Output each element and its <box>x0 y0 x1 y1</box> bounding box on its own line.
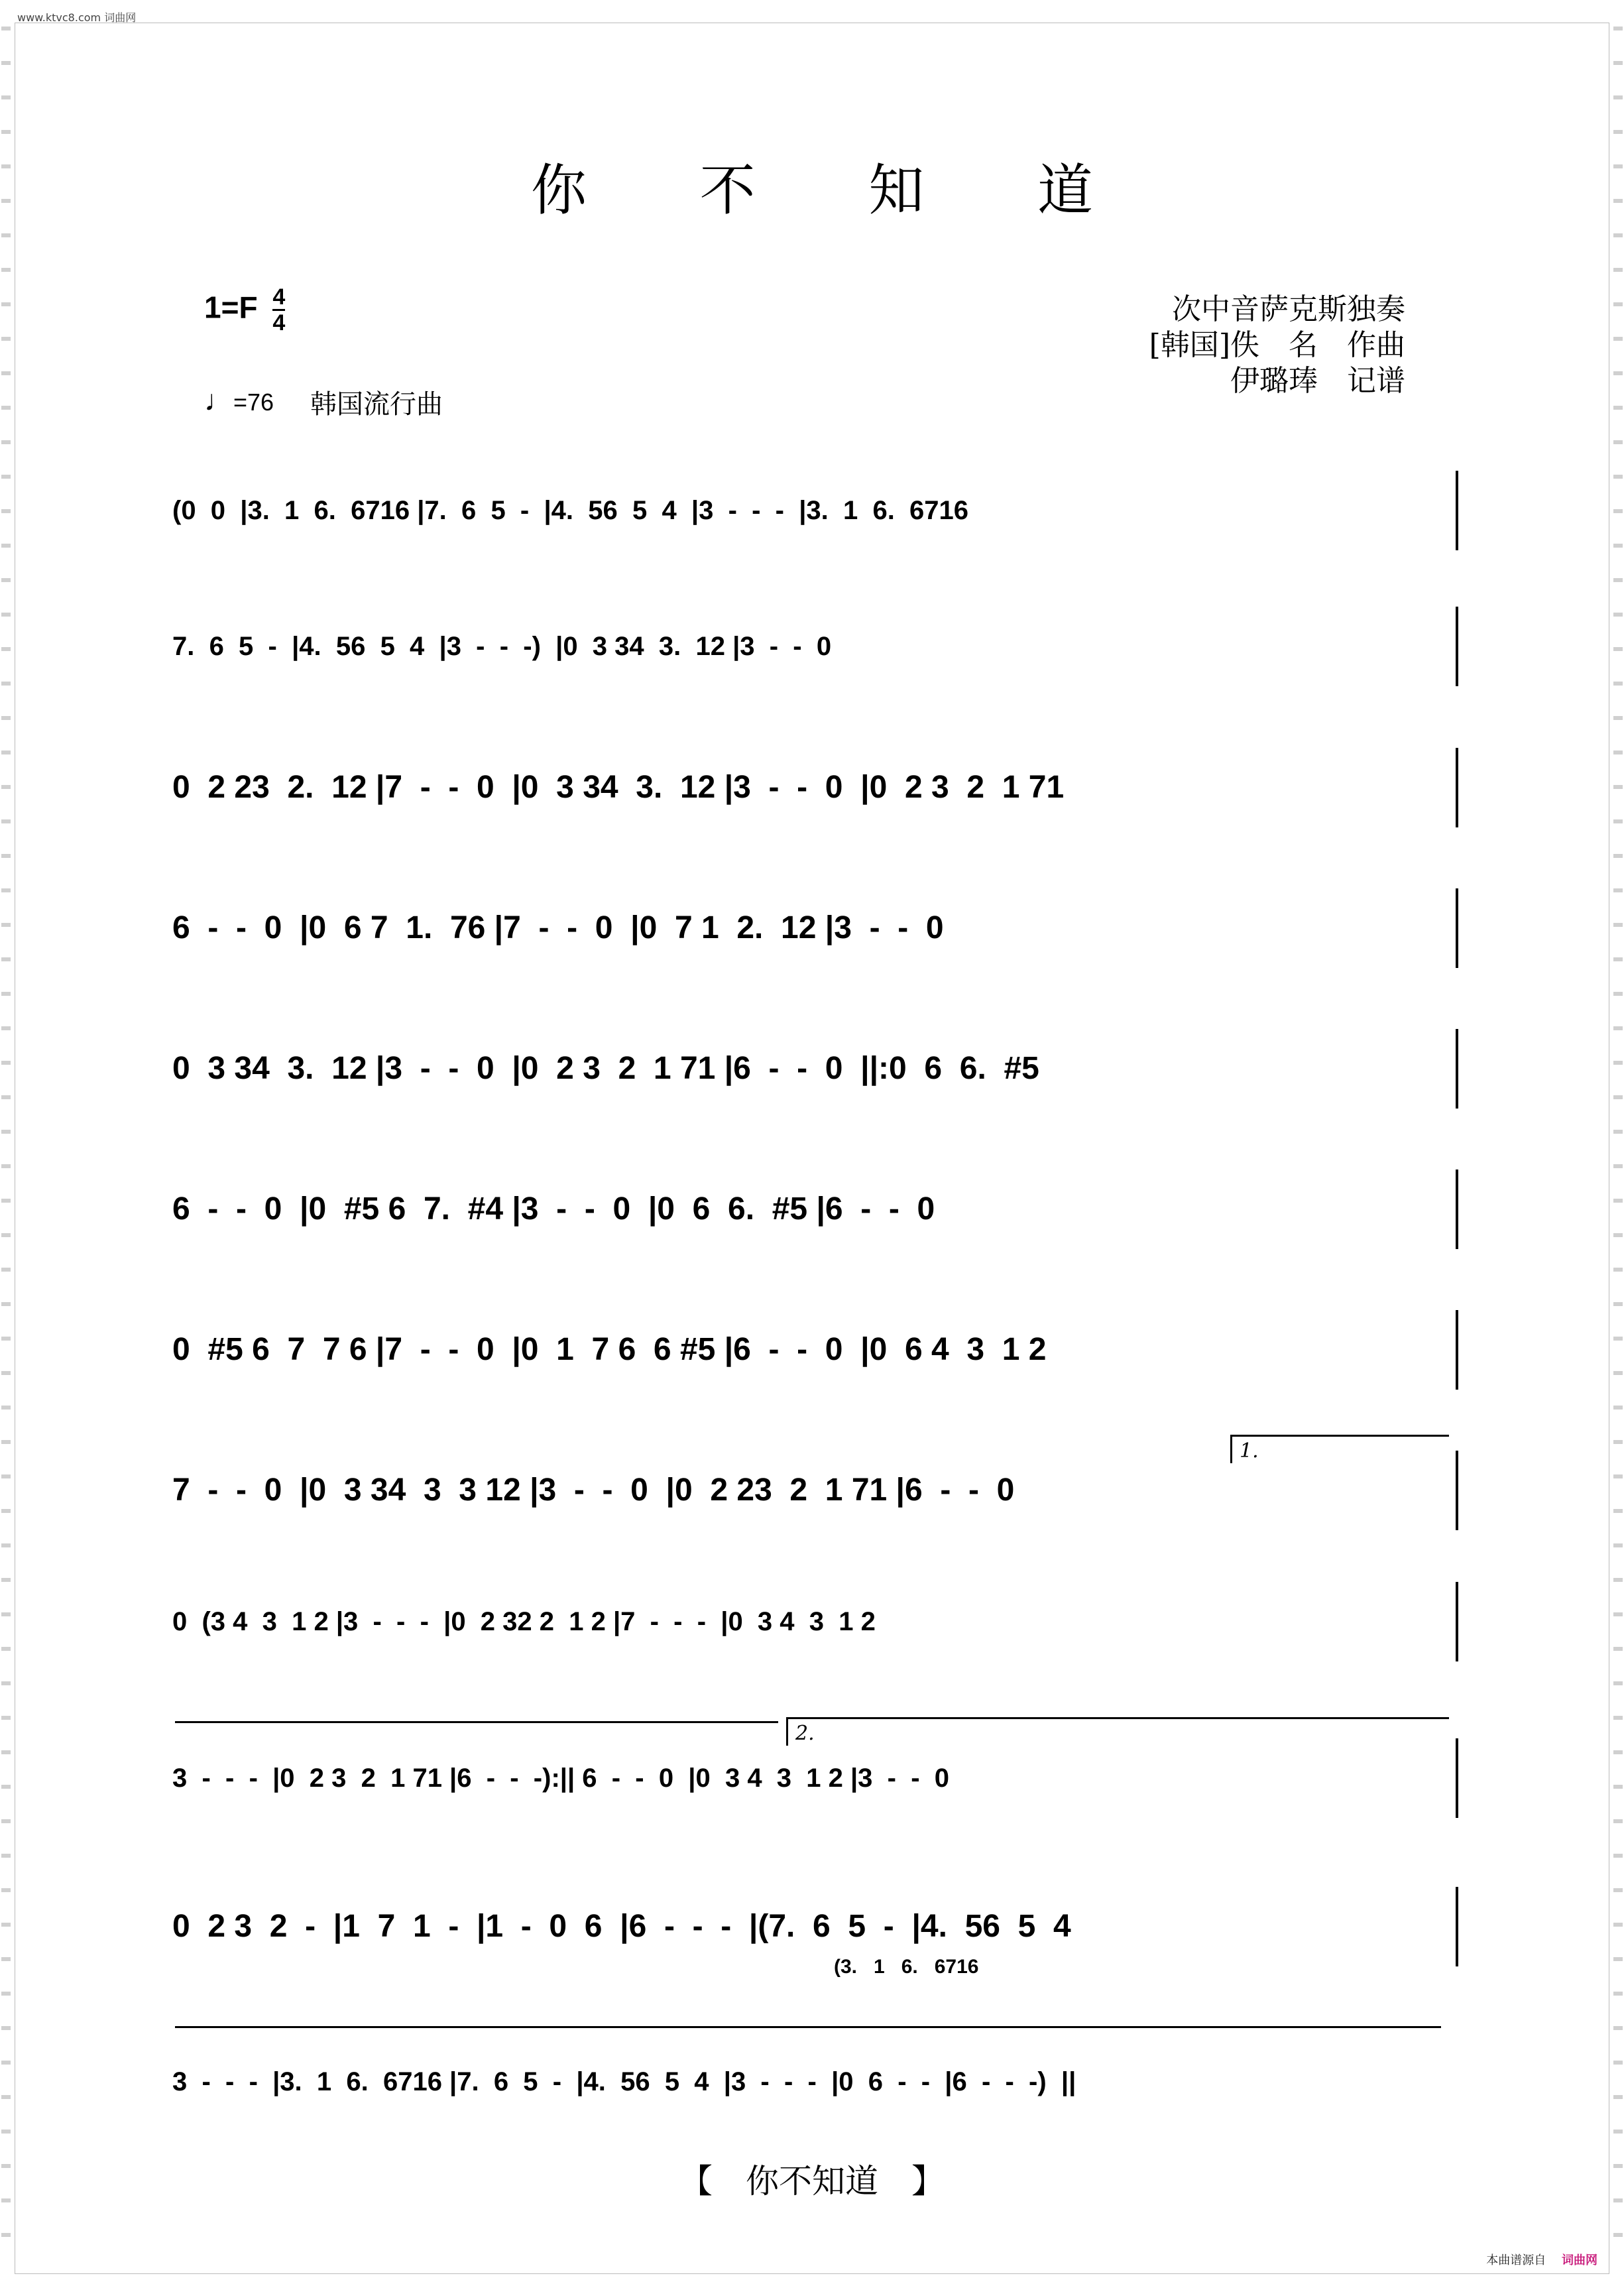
time-numerator: 4 <box>272 284 286 310</box>
key-signature <box>204 285 285 335</box>
tempo-value: =76 <box>233 389 274 416</box>
genre-label: 韩国流行曲 <box>310 389 443 420</box>
barline <box>1456 1029 1458 1109</box>
score-line-notes: 6 - - 0 |0 #5 6 7. #4 |3 - - 0 |0 6 6. #5 |6 - - 0 <box>172 1191 935 1227</box>
key-label: 1=F <box>204 290 258 325</box>
volta-1-label: 1. <box>1240 1439 1259 1463</box>
barline <box>1456 1582 1458 1661</box>
barline <box>1456 607 1458 686</box>
score-line-11 <box>172 1887 1458 1966</box>
score-line-7 <box>172 1310 1458 1390</box>
credit-transcriber: 伊璐琫 记谱 <box>1230 364 1405 398</box>
volta-2-label: 2. <box>795 1722 815 1745</box>
score-line-12 <box>172 2042 1458 2122</box>
score-line-notes: 7 - - 0 |0 3 34 3 3 12 |3 - - 0 |0 2 23 2 1 71 |6 - - 0 <box>172 1473 1015 1508</box>
score-line-notes: 0 2 23 2. 12 |7 - - 0 |0 3 34 3. 12 |3 - - 0 |0 2 3 2 1 71 <box>172 770 1065 805</box>
volta-1-continuation <box>175 1721 778 1723</box>
score-line-notes: 0 2 3 2 - |1 7 1 - |1 - 0 6 |6 - - - |(7. 6 5 - |4. 56 5 4 <box>172 1909 1071 1944</box>
barline <box>1456 1738 1458 1818</box>
credits <box>1149 292 1405 399</box>
site-url[interactable]: www.ktvc8.com 词曲网 <box>17 11 137 24</box>
barline <box>1456 1451 1458 1530</box>
score-line-3 <box>172 748 1458 827</box>
score-line-notes: 6 - - 0 |0 6 7 1. 76 |7 - - 0 |0 7 1 2. 12 |3 - - 0 <box>172 910 944 945</box>
score-line-4 <box>172 888 1458 968</box>
barline <box>1456 888 1458 968</box>
barline <box>1456 1887 1458 1966</box>
footer-site-name[interactable]: 词曲网 <box>1562 2254 1597 2267</box>
score-line-2 <box>172 607 1458 686</box>
left-watermark-strip <box>1 27 11 2267</box>
time-denominator: 4 <box>272 310 286 335</box>
score-line-10 <box>172 1738 1458 1818</box>
song-title: 你 不 知 道 <box>530 158 1141 223</box>
score-line-notes: 0 (3 4 3 1 2 |3 - - - |0 2 32 2 1 2 |7 - - - |0 3 4 3 1 2 <box>172 1607 876 1636</box>
volta-1-bracket <box>1230 1435 1449 1463</box>
barline <box>1456 748 1458 827</box>
score-line-notes: 0 3 34 3. 12 |3 - - 0 |0 2 3 2 1 71 |6 - - 0 ||:0 6 6. #5 <box>172 1051 1039 1086</box>
score-line-notes: 7. 6 5 - |4. 56 5 4 |3 - - -) |0 3 34 3. 12 |3 - - 0 <box>172 632 832 661</box>
score-line-notes: (0 0 |3. 1 6. 6716 |7. 6 5 - |4. 56 5 4 |3 - - - |3. 1 6. 6716 <box>172 496 969 525</box>
quarter-note-icon: ♩ <box>204 385 233 417</box>
footer-title: 【 你不知道 】 <box>679 2162 945 2200</box>
score-line-notes: 0 #5 6 7 7 6 |7 - - 0 |0 1 7 6 6 #5 |6 - - 0 |0 6 4 3 1 2 <box>172 1332 1047 1367</box>
score-line-9 <box>172 1582 1458 1661</box>
score-line-1 <box>172 471 1458 550</box>
credit-instrument: 次中音萨克斯独奏 <box>1172 292 1405 326</box>
footer-source-label: 本曲谱源自 <box>1486 2254 1546 2267</box>
score-line-6 <box>172 1170 1458 1249</box>
score-line-notes: 3 - - - |3. 1 6. 6716 |7. 6 5 - |4. 56 5 4 |3 - - - |0 6 - - |6 - - -) || <box>172 2067 1076 2096</box>
score-line-notes: 3 - - - |0 2 3 2 1 71 |6 - - -):|| 6 - - 0 |0 3 4 3 1 2 |3 - - 0 <box>172 1764 949 1793</box>
barline <box>1456 1170 1458 1249</box>
tempo-marking <box>204 385 274 418</box>
score-sub-notes: (3. 1 6. 6716 <box>834 1956 979 1978</box>
score-line-8 <box>172 1451 1458 1530</box>
volta-2-bracket <box>786 1717 1449 1745</box>
final-section-bracket <box>175 2026 1441 2028</box>
time-signature <box>272 285 285 335</box>
footer-logo[interactable] <box>1486 2251 1597 2268</box>
score-line-5 <box>172 1029 1458 1109</box>
barline <box>1456 1310 1458 1390</box>
right-watermark-strip <box>1613 27 1623 2267</box>
barline <box>1456 471 1458 550</box>
credit-composer: [韩国]佚 名 作曲 <box>1149 328 1405 362</box>
